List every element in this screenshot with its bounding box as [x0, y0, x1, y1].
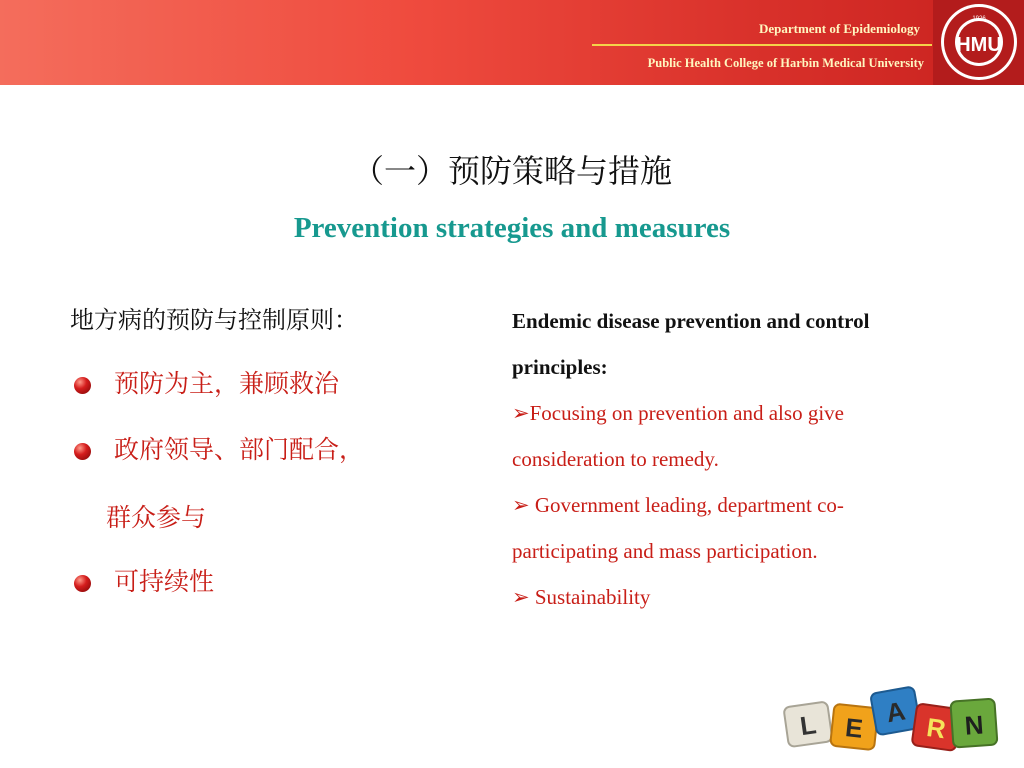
learn-r-text: R — [924, 711, 948, 745]
page-title-english: Prevention strategies and measures — [293, 212, 731, 244]
right-heading-line2: principles: — [512, 355, 608, 379]
item-text: Government leading, department co- — [529, 493, 844, 517]
bullet-continuation: 群众参与 — [106, 503, 207, 532]
university-logo — [933, 0, 1024, 85]
left-column — [70, 300, 470, 628]
item-text: Focusing on prevention and also give — [529, 401, 844, 425]
bullet-ball-icon — [74, 377, 91, 394]
item-text: Sustainability — [529, 585, 651, 609]
learn-puzzle-graphic — [780, 684, 1000, 768]
page-title-chinese: （一）预防策略与措施 — [351, 152, 672, 190]
bullet-text: 政府领导、部门配合， — [114, 435, 365, 464]
list-item — [70, 430, 470, 496]
item-text-continued: participating and mass participation. — [512, 539, 818, 563]
left-heading: 地方病的预防与控制原则： — [70, 306, 358, 334]
logo-year-text: 1926 — [972, 16, 986, 22]
list-item — [70, 364, 470, 430]
bullet-ball-icon — [74, 443, 91, 460]
right-heading-line1: Endemic disease prevention and control — [512, 309, 870, 333]
learn-a-text: A — [883, 695, 908, 729]
arrow-bullet-icon: ➢ — [512, 401, 530, 425]
learn-e-text: E — [843, 712, 865, 744]
item-text-continued: consideration to remedy. — [512, 447, 719, 471]
list-item — [512, 390, 982, 436]
logo-initials-text: HMU — [956, 34, 1002, 56]
bullet-text: 可持续性 — [114, 567, 215, 596]
learn-n-text: N — [963, 709, 985, 741]
header-divider — [592, 44, 932, 46]
college-label: Public Health College of Harbin Medical University — [647, 56, 924, 70]
header-banner — [0, 0, 1024, 85]
bullet-text: 预防为主，兼顾救治 — [114, 369, 340, 398]
arrow-bullet-icon: ➢ — [512, 585, 530, 609]
bullet-ball-icon — [74, 575, 91, 592]
list-item — [70, 562, 470, 628]
department-label: Department of Epidemiology — [758, 21, 920, 36]
learn-l-text: L — [798, 709, 819, 742]
list-item — [512, 482, 982, 528]
right-column — [512, 298, 982, 620]
arrow-bullet-icon: ➢ — [512, 493, 530, 517]
list-item — [512, 574, 982, 620]
